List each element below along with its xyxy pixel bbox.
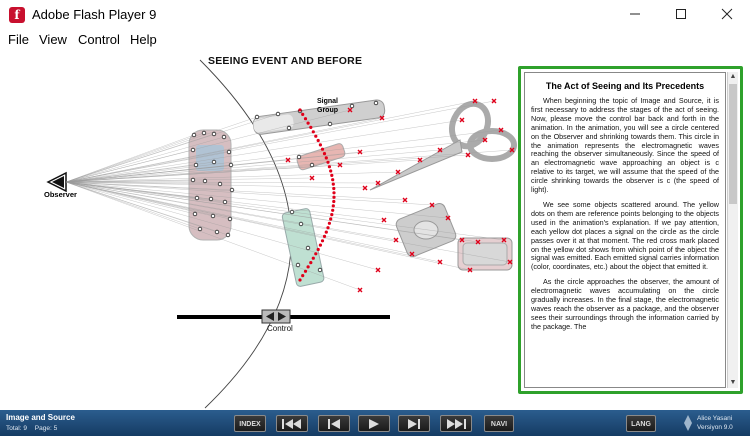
author-info (697, 414, 733, 432)
reference-dot (226, 233, 230, 237)
current-page: Page: 5 (34, 425, 58, 432)
signal-cross-mark (460, 118, 464, 122)
signal-cross-mark (492, 99, 496, 103)
object-scissors (370, 98, 514, 190)
reference-dot (229, 163, 233, 167)
object-sharpener (394, 202, 457, 259)
signal-point (332, 204, 335, 207)
reference-dot (193, 212, 197, 216)
reference-dot (328, 122, 332, 126)
signal-point (326, 226, 329, 229)
author-name: Alice Yasani (697, 415, 733, 422)
last-page-button[interactable] (440, 415, 472, 432)
signal-point (332, 191, 335, 194)
signal-point (332, 187, 335, 190)
signal-point (304, 270, 307, 273)
signal-point (309, 261, 312, 264)
scroll-down-arrow-icon[interactable]: ▼ (729, 379, 737, 386)
reference-dot (350, 104, 354, 108)
reference-dot (212, 160, 216, 164)
reference-dot (209, 197, 213, 201)
signal-ray (66, 182, 440, 262)
signal-ray (66, 150, 512, 182)
info-paragraph-1: When beginning the topic of Image and Source, it is first necessary to address the stages of the act of seeing. Now, please move the control bar back and forth in the animation. In the animation, you will see a circle centered on the Observer and shrinking towards them. This circle in the animation represents the electromagnetic waves reaching the observer simultaneously. Since the speed of an electromagnetic wave approaching an object is c relative to its target, we will assume that the speed of the circle shrinking towards the observer is c (the speed of light). (531, 96, 719, 195)
signal-point (298, 108, 301, 111)
signal-point (328, 222, 331, 225)
reference-dot (192, 133, 196, 137)
reference-dot (218, 182, 222, 186)
reference-dot (297, 155, 301, 159)
reference-dot (195, 196, 199, 200)
reference-dot (211, 214, 215, 218)
scene-title: SEEING EVENT AND BEFORE (208, 55, 363, 67)
reference-dot (230, 188, 234, 192)
total-pages: Total: 9 (6, 425, 27, 432)
signal-point (323, 152, 326, 155)
signal-point (328, 165, 331, 168)
signal-point (332, 196, 335, 199)
page-info (6, 425, 63, 432)
reference-dot (296, 263, 300, 267)
signal-point (301, 113, 304, 116)
reference-dot (198, 227, 202, 231)
signal-point (304, 117, 307, 120)
version-label: Versiyon 9.0 (697, 424, 733, 431)
signal-point (323, 235, 326, 238)
reference-dot (299, 222, 303, 226)
reference-dot (318, 268, 322, 272)
signal-point (329, 169, 332, 172)
window-title: Adobe Flash Player 9 (32, 7, 157, 22)
signal-cross-mark (376, 268, 380, 272)
menu-help[interactable]: Help (130, 32, 157, 47)
flash-player-icon: f (9, 7, 25, 23)
info-paragraph-3: As the circle approaches the observer, the amount of electromagnetic waves accumulating on the circle gradually increases. In the final stage, the electromagnetic waves reach the observer as a package, and the observer sees their surroundings through the information carried by the package. The (531, 277, 719, 331)
reference-dot (203, 179, 207, 183)
reference-dot (255, 115, 259, 119)
play-button[interactable] (358, 415, 390, 432)
signal-point (314, 135, 317, 138)
signal-point (326, 161, 329, 164)
signal-point (312, 257, 315, 260)
signal-point (321, 148, 324, 151)
signal-point (325, 231, 328, 234)
first-page-icon (281, 419, 303, 429)
menu-file[interactable]: File (8, 32, 29, 47)
reference-dot (374, 101, 378, 105)
bottom-nav-bar (0, 410, 750, 436)
menu-view[interactable]: View (39, 32, 67, 47)
reference-dot (306, 246, 310, 250)
index-button[interactable]: INDEX (234, 415, 266, 432)
reference-dot (194, 163, 198, 167)
reference-dot (228, 217, 232, 221)
signal-point (330, 213, 333, 216)
info-paragraph-2: We see some objects scattered around. The yellow dots on them are reference points belonging to the objects used in the animation's explanation. If we pay attention, each yellow dot places a signal on the circle as the circle passes over it at that moment. The red cross mark placed on the yellow dot shows from which point of the object the signal was emitted. Each emitted signal carries information (color, coordinates, etc.) about the object that emitted it. (531, 199, 719, 272)
scroll-thumb[interactable] (729, 84, 737, 204)
info-scrollbar[interactable] (727, 72, 738, 388)
signal-point (325, 156, 328, 159)
signal-point (332, 183, 335, 186)
reference-dot (310, 163, 314, 167)
reference-dot (290, 210, 294, 214)
section-title: Image and Source (6, 413, 75, 422)
play-icon (368, 419, 380, 429)
signal-point (331, 209, 334, 212)
signal-point (312, 130, 315, 133)
scroll-up-arrow-icon[interactable]: ▲ (729, 73, 737, 80)
signal-point (301, 274, 304, 277)
reference-dot (276, 112, 280, 116)
signal-point (332, 200, 335, 203)
info-panel (518, 66, 743, 394)
signal-ray (66, 150, 193, 182)
navi-button[interactable]: NAVI (484, 415, 514, 432)
author-logo-icon (683, 415, 693, 431)
reference-dot (222, 135, 226, 139)
signal-point (298, 278, 301, 281)
signal-point (317, 248, 320, 251)
reference-dot (191, 178, 195, 182)
previous-icon (326, 419, 342, 429)
reference-dot (287, 126, 291, 130)
signal-point (319, 143, 322, 146)
signal-ray (66, 182, 448, 218)
reference-dot (227, 150, 231, 154)
signal-point (307, 122, 310, 125)
signal-point (309, 126, 312, 129)
first-page-button[interactable] (276, 415, 308, 432)
signal-group-label-line2: Group (317, 107, 338, 114)
signal-cross-mark (358, 288, 362, 292)
control-slider-handle[interactable] (262, 310, 290, 323)
info-text-area (524, 72, 726, 388)
signal-point (317, 139, 320, 142)
reference-dot (223, 200, 227, 204)
info-title: The Act of Seeing and Its Precedents (545, 81, 705, 91)
signal-point (319, 244, 322, 247)
signal-group-label-line1: Signal (317, 98, 339, 105)
reference-dot (212, 132, 216, 136)
signal-point (330, 174, 333, 177)
next-icon (406, 419, 422, 429)
last-page-icon (445, 419, 467, 429)
signal-point (321, 239, 324, 242)
signal-ray (66, 135, 194, 182)
observer-label: Observer (44, 190, 77, 199)
reference-dot (202, 131, 206, 135)
language-button[interactable]: LANG (626, 415, 656, 432)
next-page-button[interactable] (398, 415, 430, 432)
menu-control[interactable]: Control (78, 32, 120, 47)
previous-page-button[interactable] (318, 415, 350, 432)
signal-point (329, 217, 332, 220)
reference-dot (191, 148, 195, 152)
reference-dot (215, 230, 219, 234)
signal-point (331, 178, 334, 181)
observer-eye-icon (48, 173, 66, 191)
signal-point (307, 265, 310, 268)
signal-point (314, 252, 317, 255)
control-label: Control (267, 324, 293, 333)
